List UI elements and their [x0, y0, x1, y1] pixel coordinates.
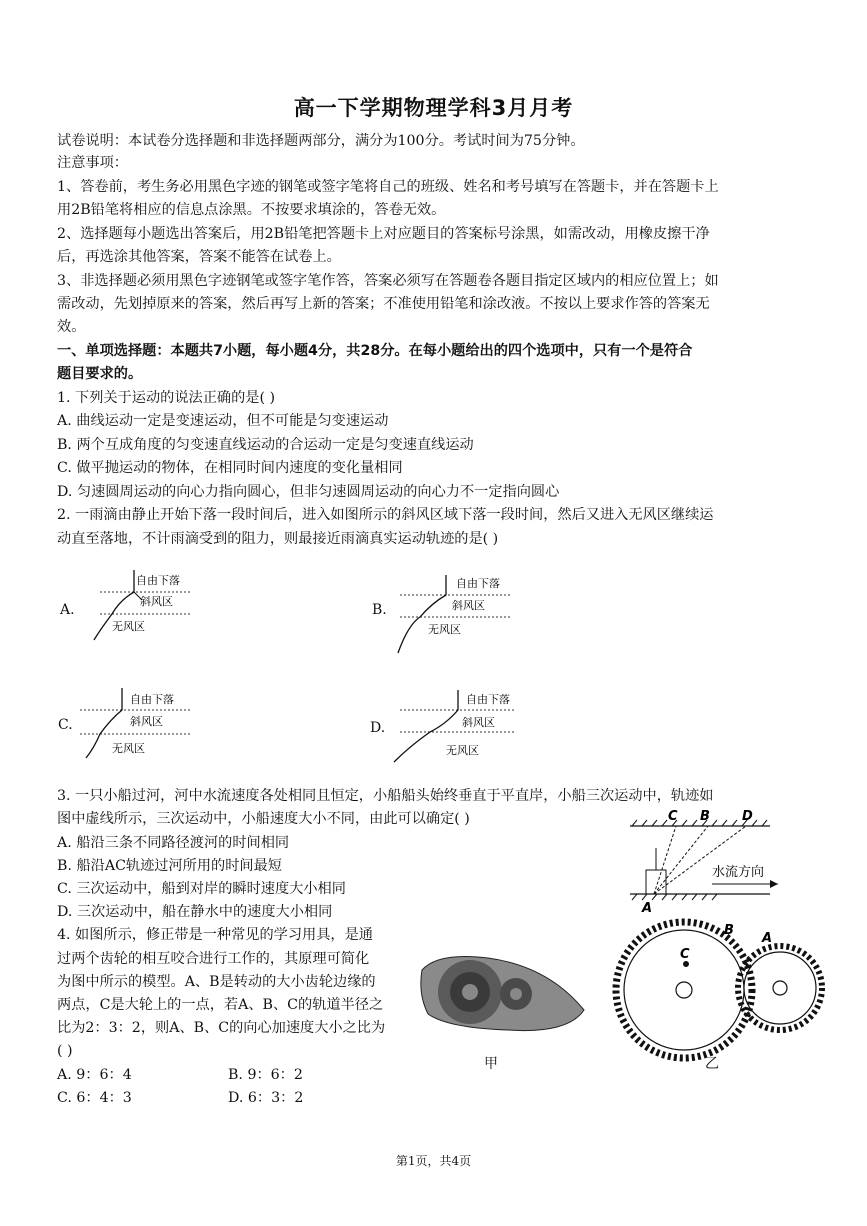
q4-stem-line-5: 比为2：3：2，则A、B、C的向心加速度大小之比为: [57, 1020, 386, 1036]
q3-point-d-label: D: [742, 809, 753, 824]
note-3-line-3: 效。: [57, 319, 86, 335]
q4-point-a-label: A: [762, 931, 773, 946]
q1-stem: 1. 下列关于运动的说法正确的是( ): [57, 390, 276, 406]
q4-stem-line-2: 过两个齿轮的相互咬合进行工作的，其原理可简化: [57, 951, 370, 967]
q2-c-wind-text: 斜风区: [130, 715, 163, 728]
q2-b-calm-text: 无风区: [428, 623, 461, 636]
q4-figure-yi-label: 乙: [705, 1056, 719, 1072]
q3-point-c-label: C: [668, 809, 678, 824]
q1-option-b: B. 两个互成角度的匀变速直线运动的合运动一定是匀变速直线运动: [57, 437, 474, 453]
q4-correction-tape-photo: [418, 950, 588, 1040]
note-1-line-2: 用2B铅笔将相应的信息点涂黑。不按要求填涂的，答卷无效。: [57, 202, 446, 218]
q2-a-free-fall-text: 自由下落: [136, 574, 180, 587]
q2-figure-a: [90, 570, 210, 650]
q2-stem-line-2: 动直至落地，不计雨滴受到的阻力，则最接近雨滴真实运动轨迹的是( ): [57, 531, 499, 547]
q3-stem-line-1: 3. 一只小船过河，河中水流速度各处相同且恒定，小船船头始终垂直于平直岸，小船三次运动中，轨迹如: [57, 788, 714, 804]
q4-point-b-label: B: [724, 923, 734, 938]
q2-b-wind-text: 斜风区: [452, 599, 485, 612]
q3-option-b: B. 船沿AC轨迹过河所用的时间最短: [57, 858, 282, 874]
q2-figure-d: [390, 690, 530, 770]
q4-point-c-label: C: [680, 947, 690, 962]
notes-heading: 注意事项：: [57, 155, 128, 171]
note-1-line-1: 1、答卷前，考生务必用黑色字迹的钢笔或签字笔将自己的班级、姓名和考号填写在答题卡，并在答题卡上: [57, 179, 719, 195]
page-footer: 第1页，共4页: [395, 1154, 472, 1168]
q2-option-b-label: B.: [372, 602, 387, 618]
q3-river-figure: [620, 808, 790, 918]
q2-d-calm-text: 无风区: [446, 744, 479, 757]
note-2-line-1: 2、选择题每小题选出答案后，用2B铅笔把答题卡上对应题目的答案标号涂黑，如需改动，用橡皮擦干净: [57, 226, 710, 242]
section-1-heading-line-1: 一、单项选择题：本题共7小题，每小题4分，共28分。在每小题给出的四个选项中，只有一个是符合: [57, 343, 693, 359]
q4-option-d: D. 6：3：2: [228, 1090, 304, 1106]
q2-a-wind-text: 斜风区: [140, 595, 173, 608]
q4-option-a: A. 9：6：4: [57, 1067, 132, 1083]
q2-d-free-fall-text: 自由下落: [466, 693, 510, 706]
q1-option-c: C. 做平抛运动的物体，在相同时间内速度的变化量相同: [57, 460, 403, 476]
q4-gears-figure: [600, 918, 830, 1068]
q2-stem-line-1: 2. 一雨滴由静止开始下落一段时间后，进入如图所示的斜风区域下落一段时间，然后又进入无风区继续运: [57, 507, 714, 523]
note-3-line-2: 需改动，先划掉原来的答案，然后再写上新的答案；不准使用铅笔和涂改液。不按以上要求作答的答案无: [57, 296, 710, 312]
q2-option-d-label: D.: [370, 720, 386, 736]
q2-a-calm-text: 无风区: [112, 620, 145, 633]
q2-c-calm-text: 无风区: [112, 742, 145, 755]
exam-title: 高一下学期物理学科3月月考: [293, 96, 574, 120]
note-3-line-1: 3、非选择题必须用黑色字迹钢笔或签字笔作答，答案必须写在答题卷各题目指定区域内的相应位置上；如: [57, 273, 719, 289]
q3-stem-line-2: 图中虚线所示，三次运动中，小船速度大小不同，由此可以确定( ): [57, 811, 470, 827]
section-1-heading-line-2: 题目要求的。: [57, 366, 143, 382]
q3-point-b-label: B: [700, 809, 710, 824]
q2-option-c-label: C.: [58, 717, 73, 733]
exam-intro: 试卷说明：本试卷分选择题和非选择题两部分，满分为100分。考试时间为75分钟。: [57, 133, 585, 149]
q4-option-b: B. 9：6：2: [228, 1067, 303, 1083]
q3-option-d: D. 三次运动中，船在静水中的速度大小相同: [57, 904, 333, 920]
q2-c-free-fall-text: 自由下落: [130, 693, 174, 706]
note-2-line-2: 后，再选涂其他答案，答案不能答在试卷上。: [57, 249, 341, 265]
q1-option-a: A. 曲线运动一定是变速运动，但不可能是匀变速运动: [57, 413, 389, 429]
q3-point-a-label: A: [642, 901, 653, 916]
q4-stem-line-6: ( ): [57, 1043, 73, 1059]
q3-flow-label: 水流方向: [712, 865, 765, 880]
q4-figure-jia-label: 甲: [484, 1056, 498, 1072]
q4-stem-line-1: 4. 如图所示，修正带是一种常见的学习用具，是通: [57, 927, 373, 943]
q4-option-c: C. 6：4：3: [57, 1090, 132, 1106]
q4-stem-line-4: 两点，C是大轮上的一点，若A、B、C的轨道半径之: [57, 997, 384, 1013]
q2-figure-c: [80, 688, 210, 768]
q2-figure-b: [390, 575, 520, 655]
q3-option-c: C. 三次运动中，船到对岸的瞬时速度大小相同: [57, 881, 346, 897]
q2-b-free-fall-text: 自由下落: [456, 577, 500, 590]
q1-option-d: D. 匀速圆周运动的向心力指向圆心，但非匀速圆周运动的向心力不一定指向圆心: [57, 484, 560, 500]
q2-d-wind-text: 斜风区: [462, 716, 495, 729]
q2-option-a-label: A.: [60, 602, 75, 618]
q4-stem-line-3: 为图中所示的模型。A、B是转动的大小齿轮边缘的: [57, 974, 376, 990]
q3-option-a: A. 船沿三条不同路径渡河的时间相同: [57, 835, 290, 851]
